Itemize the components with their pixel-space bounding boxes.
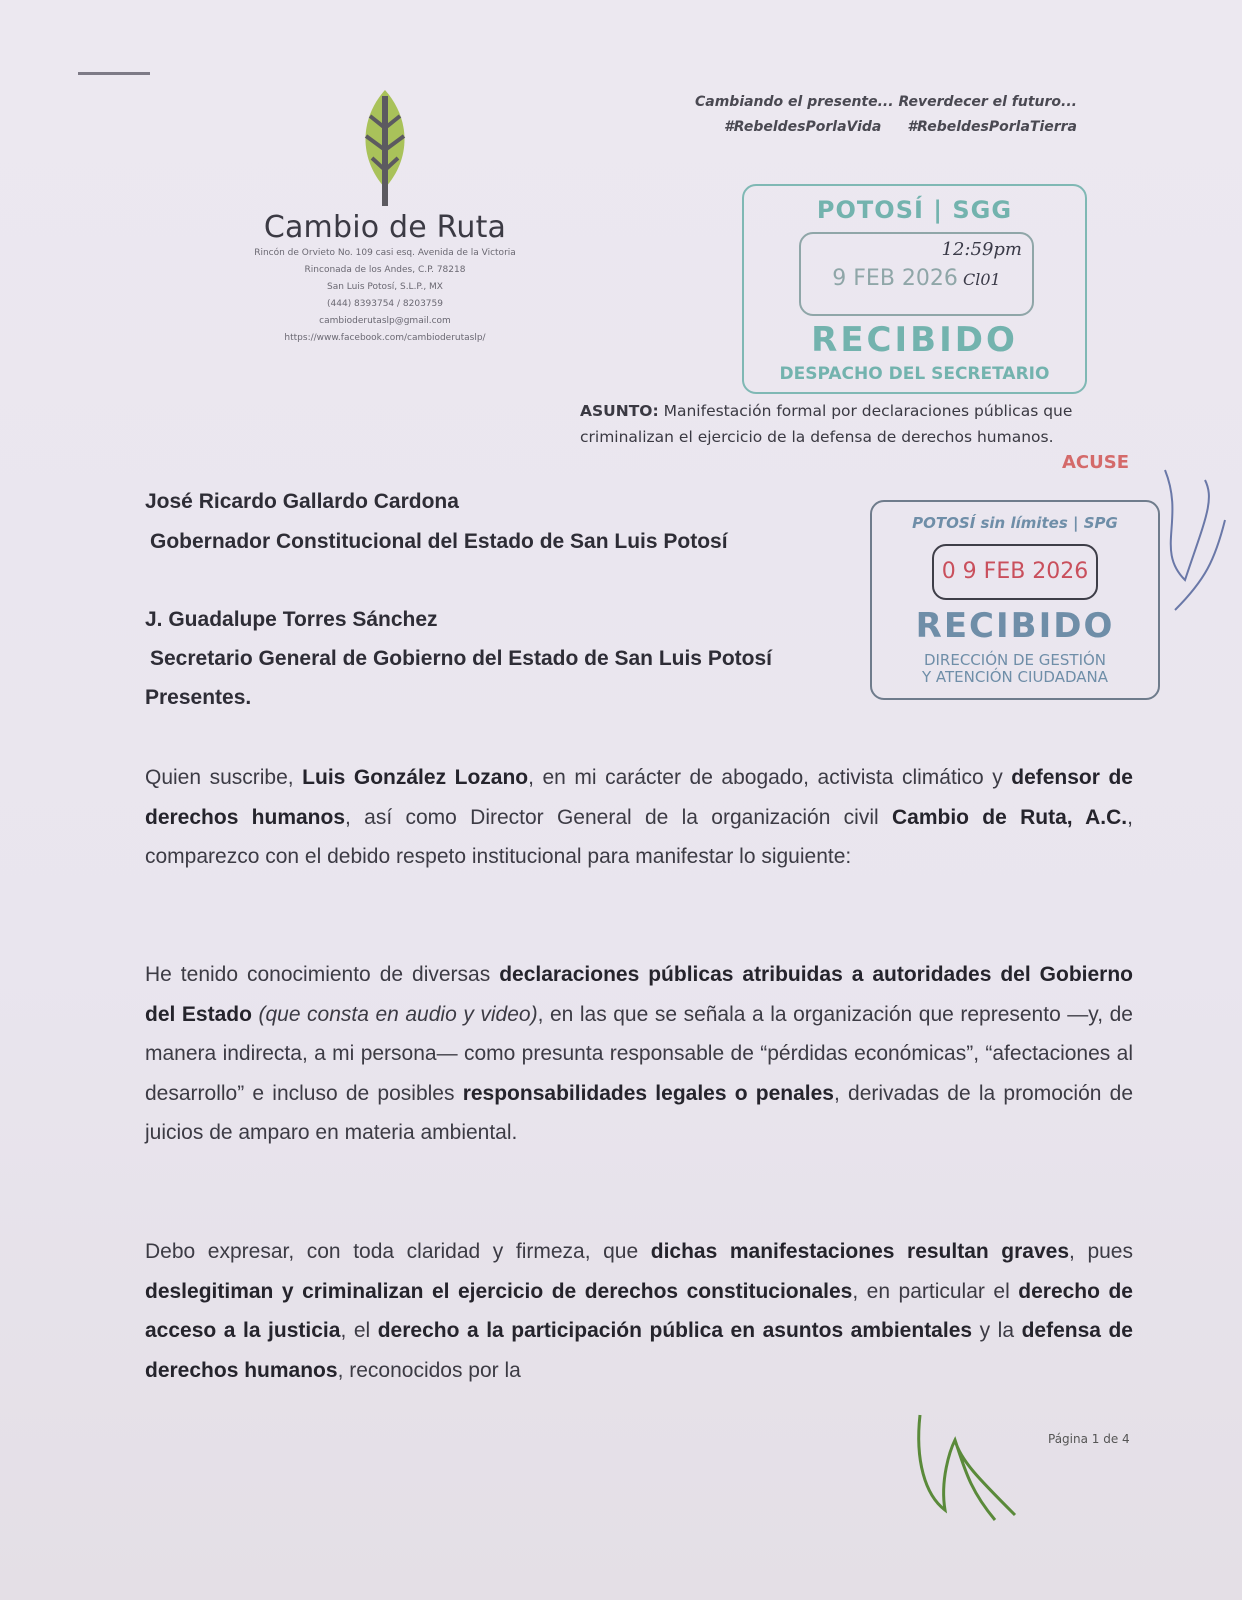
- address-line: San Luis Potosí, S.L.P., MX: [327, 282, 443, 292]
- facebook-url: https://www.facebook.com/cambioderutaslp/: [284, 333, 486, 343]
- bold-text: Luis González Lozano: [302, 766, 529, 789]
- subject-label: ASUNTO:: [580, 402, 659, 420]
- recipient-1-title: Gobernador Constitucional del Estado de San Luis Potosí: [150, 530, 728, 553]
- recipient-2-name: J. Guadalupe Torres Sánchez: [145, 608, 438, 631]
- leaf-road-logo-icon: [350, 88, 420, 208]
- text: , en mi carácter de abogado, activista climático y: [528, 766, 1012, 789]
- stamp-office-line: Y ATENCIÓN CIUDADANA: [921, 668, 1109, 686]
- text: He tenido conocimiento de diversas: [145, 963, 500, 986]
- acuse-label: ACUSE: [1061, 452, 1129, 473]
- recipient-2-title: Secretario General de Gobierno del Estado de San Luis Potosí: [150, 647, 772, 670]
- received-stamp-spg: [870, 500, 1160, 700]
- handwritten-signature-mark-icon: [1150, 460, 1230, 660]
- handwritten-initials: Cl01: [963, 270, 1001, 289]
- subject-text: Manifestación formal por declaraciones públicas que criminalizan el ejercicio de la defensa de derechos humanos.: [580, 402, 1073, 446]
- text: , en particular el: [852, 1279, 1019, 1303]
- recipient-1-name: José Ricardo Gallardo Cardona: [145, 490, 459, 513]
- email: cambioderutaslp@gmail.com: [319, 316, 451, 326]
- subject: [580, 398, 1140, 450]
- text: , pues: [1069, 1240, 1133, 1263]
- salutation: Presentes.: [145, 686, 252, 709]
- text: , el: [340, 1319, 378, 1342]
- paragraph-1: [145, 758, 1133, 877]
- slogan-line: Cambiando el presente... Reverdecer el futuro...: [694, 94, 1077, 110]
- stamp-office: DESPACHO DEL SECRETARIO: [779, 364, 1050, 384]
- hashtag: #RebeldesPorlaTierra: [907, 119, 1077, 135]
- stamp-date-box: [932, 544, 1098, 600]
- stamp-date: 0 9 FEB 2026: [941, 559, 1089, 584]
- header-rule: [78, 72, 150, 75]
- text: , así como Director General de la organización civil: [345, 805, 892, 829]
- text: , comparezco con el debido respeto institucional para manifestar lo siguiente:: [145, 805, 1133, 868]
- stamp-org: POTOSÍ sin límites | SPG: [912, 514, 1118, 532]
- organization-letterhead: [210, 88, 560, 347]
- green-signature-icon: [900, 1400, 1030, 1530]
- text: , derivadas de la promoción de juicios de amparo en materia ambiental.: [145, 1081, 1133, 1144]
- organization-name: Cambio de Ruta: [263, 210, 507, 245]
- bold-text: declaraciones públicas atribuidas a autoridades del Gobierno del Estado: [145, 963, 1133, 1026]
- address-line: Rinconada de los Andes, C.P. 78218: [304, 265, 466, 275]
- paragraph-3: [145, 1232, 1133, 1390]
- phone: (444) 8393754 / 8203759: [327, 299, 443, 309]
- stamp-word: RECIBIDO: [915, 606, 1115, 646]
- slogan: [695, 90, 1077, 140]
- page-number: Página 1 de 4: [1048, 1432, 1130, 1446]
- hashtag: #RebeldesPorlaVida: [724, 119, 882, 135]
- text: Debo expresar, con toda claridad y firmeza, que: [145, 1240, 651, 1263]
- text: , reconocidos por la: [337, 1358, 521, 1382]
- text: y la: [972, 1319, 1022, 1342]
- stamp-word: RECIBIDO: [811, 320, 1018, 360]
- bold-text: Cambio de Ruta, A.C.: [891, 805, 1128, 829]
- bold-text: responsabilidades legales o penales: [462, 1081, 834, 1105]
- bold-text: defensa de derechos humanos: [145, 1319, 1133, 1382]
- text: , en las que se señala a la organización que represento —y, de manera indirecta, a mi persona— como presunta responsable de “pérdidas económicas”, “afectaciones al desarrollo” e incluso de posibles: [145, 1002, 1133, 1105]
- stamp-org: POTOSÍ | SGG: [816, 196, 1013, 224]
- bold-text: dichas manifestaciones resultan graves: [650, 1240, 1070, 1263]
- stamp-office: [872, 652, 1158, 686]
- bold-text: derecho de acceso a la justicia: [145, 1279, 1133, 1342]
- paragraph-2: [145, 955, 1133, 1153]
- italic-text: (que consta en audio y video): [258, 1002, 538, 1026]
- handwritten-time: 12:59pm: [941, 239, 1022, 260]
- stamp-date-box: [799, 232, 1034, 316]
- bold-text: derecho a la participación pública en asuntos ambientales: [377, 1319, 973, 1342]
- stamp-date: 9 FEB 2026: [832, 266, 958, 291]
- received-stamp-sgg: [742, 184, 1087, 394]
- bold-text: defensor de derechos humanos: [145, 766, 1133, 829]
- bold-text: deslegitiman y criminalizan el ejercicio de derechos constitucionales: [145, 1279, 853, 1303]
- address-line: Rincón de Orvieto No. 109 casi esq. Avenida de la Victoria: [254, 248, 516, 258]
- stamp-office-line: DIRECCIÓN DE GESTIÓN: [923, 651, 1107, 669]
- text: Quien suscribe,: [145, 766, 303, 789]
